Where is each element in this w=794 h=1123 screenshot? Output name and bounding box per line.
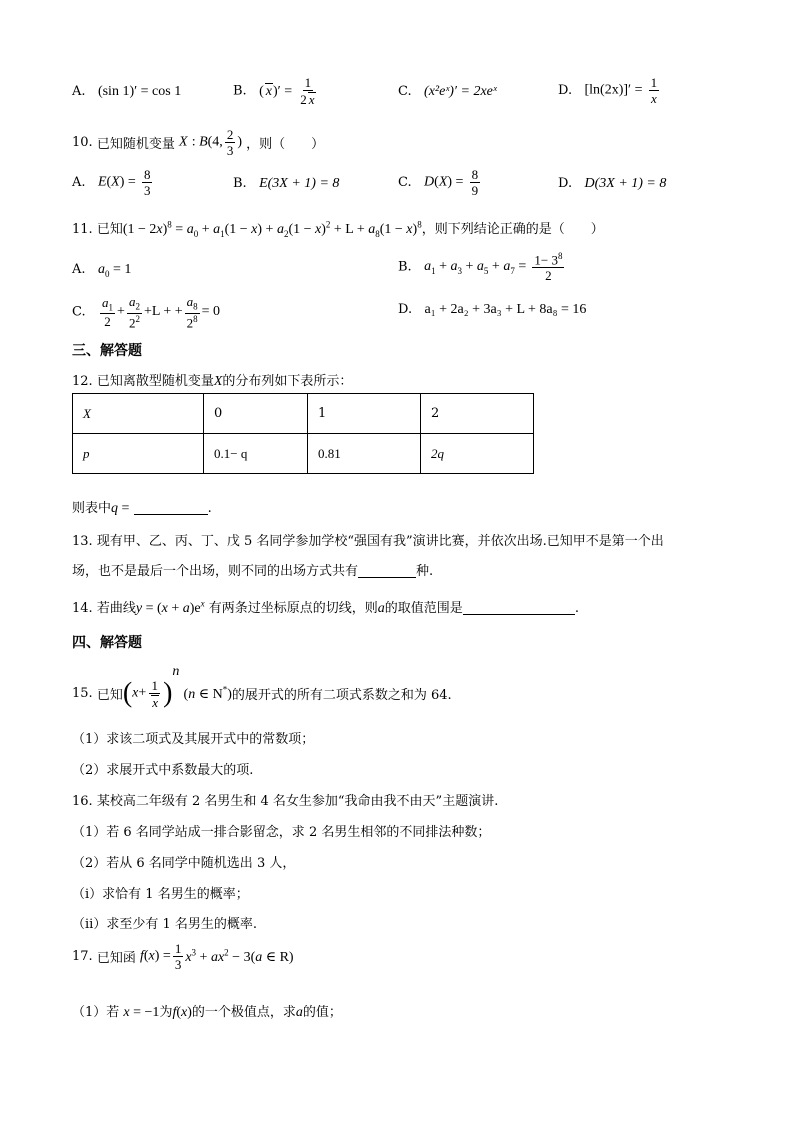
q10-option-d: D. D(3X + 1) = 8 <box>558 176 667 191</box>
table-header-cell: 2 <box>421 394 534 434</box>
section-3-title: 三、解答题 <box>72 343 142 359</box>
q14-answer-blank[interactable] <box>463 600 575 615</box>
q10-stem: 10. 已知随机变量 X : B(4, $\frac{2}{3}$ ) ，则（ ） <box>72 127 325 158</box>
q16-part2-ii: （ii）求至少有 1 名男生的概率. <box>72 917 257 932</box>
table-cell: 0.1− q <box>204 434 308 474</box>
table-header-cell: 1 <box>308 394 421 434</box>
q11-option-b: B. $a_1 + a_3 + a_5 + a_7$ = $\frac{1- 3^8}{2}$ <box>398 251 563 284</box>
table-row <box>73 434 534 474</box>
table-cell: p <box>73 434 204 474</box>
table-header-cell: X <box>73 394 204 434</box>
q16-stem: 16. 某校高二年级有 2 名男生和 4 名女生参加“我命由我不由天”主题演讲. <box>72 794 499 809</box>
q10-option-b: B. E(3X + 1) = 8 <box>233 176 340 191</box>
q15-stem: 15. 已知(x+ $\frac{1}{x}$ )$^n$ (n ∈ N*)的展开式的所有二项式系数之和为 64. <box>72 664 452 710</box>
q9-option-c-formula: (x²eˣ)′ = 2xeˣ <box>424 84 497 99</box>
distribution-table <box>72 393 534 474</box>
q15-part2: （2）求展开式中系数最大的项. <box>72 763 254 778</box>
q17-part1: （1）若 x = −1为f(x)的一个极值点，求a的值； <box>72 1005 342 1020</box>
q11-stem: 11. 已知$(1 - 2x)^8 = a_0 + a_1(1 - x) + a_2(1 - x)^2 + L + a_8(1 - x)^8$，则下列结论正确的是（ ） <box>72 219 604 239</box>
q16-part2: （2）若从 6 名同学中随机选出 3 人， <box>72 856 296 871</box>
q10-option-a: A. E(X) = $\frac{8}{3}$ <box>72 167 151 198</box>
q13-answer-blank[interactable] <box>358 563 416 578</box>
table-cell: 0.81 <box>308 434 421 474</box>
q9-option-a-formula: (sin 1)′ = cos 1 <box>97 84 182 99</box>
q9-option-d: D. [ln(2x)]′ = $\frac{1}{x}$ <box>558 75 658 106</box>
q15-part1: （1）求该二项式及其展开式中的常数项； <box>72 732 315 747</box>
q9-option-c: C. (x²eˣ)′ = 2xeˣ <box>398 84 497 99</box>
q13-line2: 场，也不是最后一个出场，则不同的出场方式共有 种. <box>72 564 434 579</box>
q11-option-c: C. $\frac{a_1}{2}$ + $\frac{a_2}{2^2}$ +L + + $\frac{a_8}{2^8}$ = 0 <box>72 294 221 330</box>
table-header-cell: 0 <box>204 394 308 434</box>
table-row <box>73 394 534 434</box>
q9-option-a: A. (sin 1)′ = cos 1 <box>72 84 182 99</box>
table-cell: 2q <box>421 434 534 474</box>
q11-option-d: D. a₁ + 2a₂ + 3a₃ + L + 8a₈ = 16 <box>398 302 587 317</box>
q10-option-c: C. D(X) = $\frac{8}{9}$ <box>398 167 479 198</box>
q14-stem: 14. 若曲线$y = (x + a)e^x$ 有两条过坐标原点的切线，则a的取值范围是 . <box>72 598 579 616</box>
q11-option-a: A. $a_0 = 1$ <box>72 262 132 279</box>
q12-answer-blank[interactable] <box>134 500 208 515</box>
q13-line1: 13. 现有甲、乙、丙、丁、戊 5 名同学参加学校“强国有我”演讲比赛，并依次出场.已知甲不是第一个出 <box>72 534 664 549</box>
q16-part1: （1）若 6 名同学站成一排合影留念，求 2 名男生相邻的不同排法种数； <box>72 825 491 840</box>
q9-option-d-formula: [ln(2x)]′ = <box>584 82 643 98</box>
q12-answer-line: 则表中q = . <box>72 501 212 516</box>
section-4-title: 四、解答题 <box>72 635 142 651</box>
q17-stem: 17. 已知函 f(x) = $\frac{1}{3}$ $x^3 + ax^2 - 3(a$ ∈ R) <box>72 941 294 972</box>
q9-option-b: B. ( x)′ = $\frac{1}{2 x}$ <box>233 75 315 107</box>
q12-stem: 12. 已知离散型随机变量X的分布列如下表所示： <box>72 374 353 389</box>
q16-part2-i: （i）求恰有 1 名男生的概率； <box>72 887 249 902</box>
